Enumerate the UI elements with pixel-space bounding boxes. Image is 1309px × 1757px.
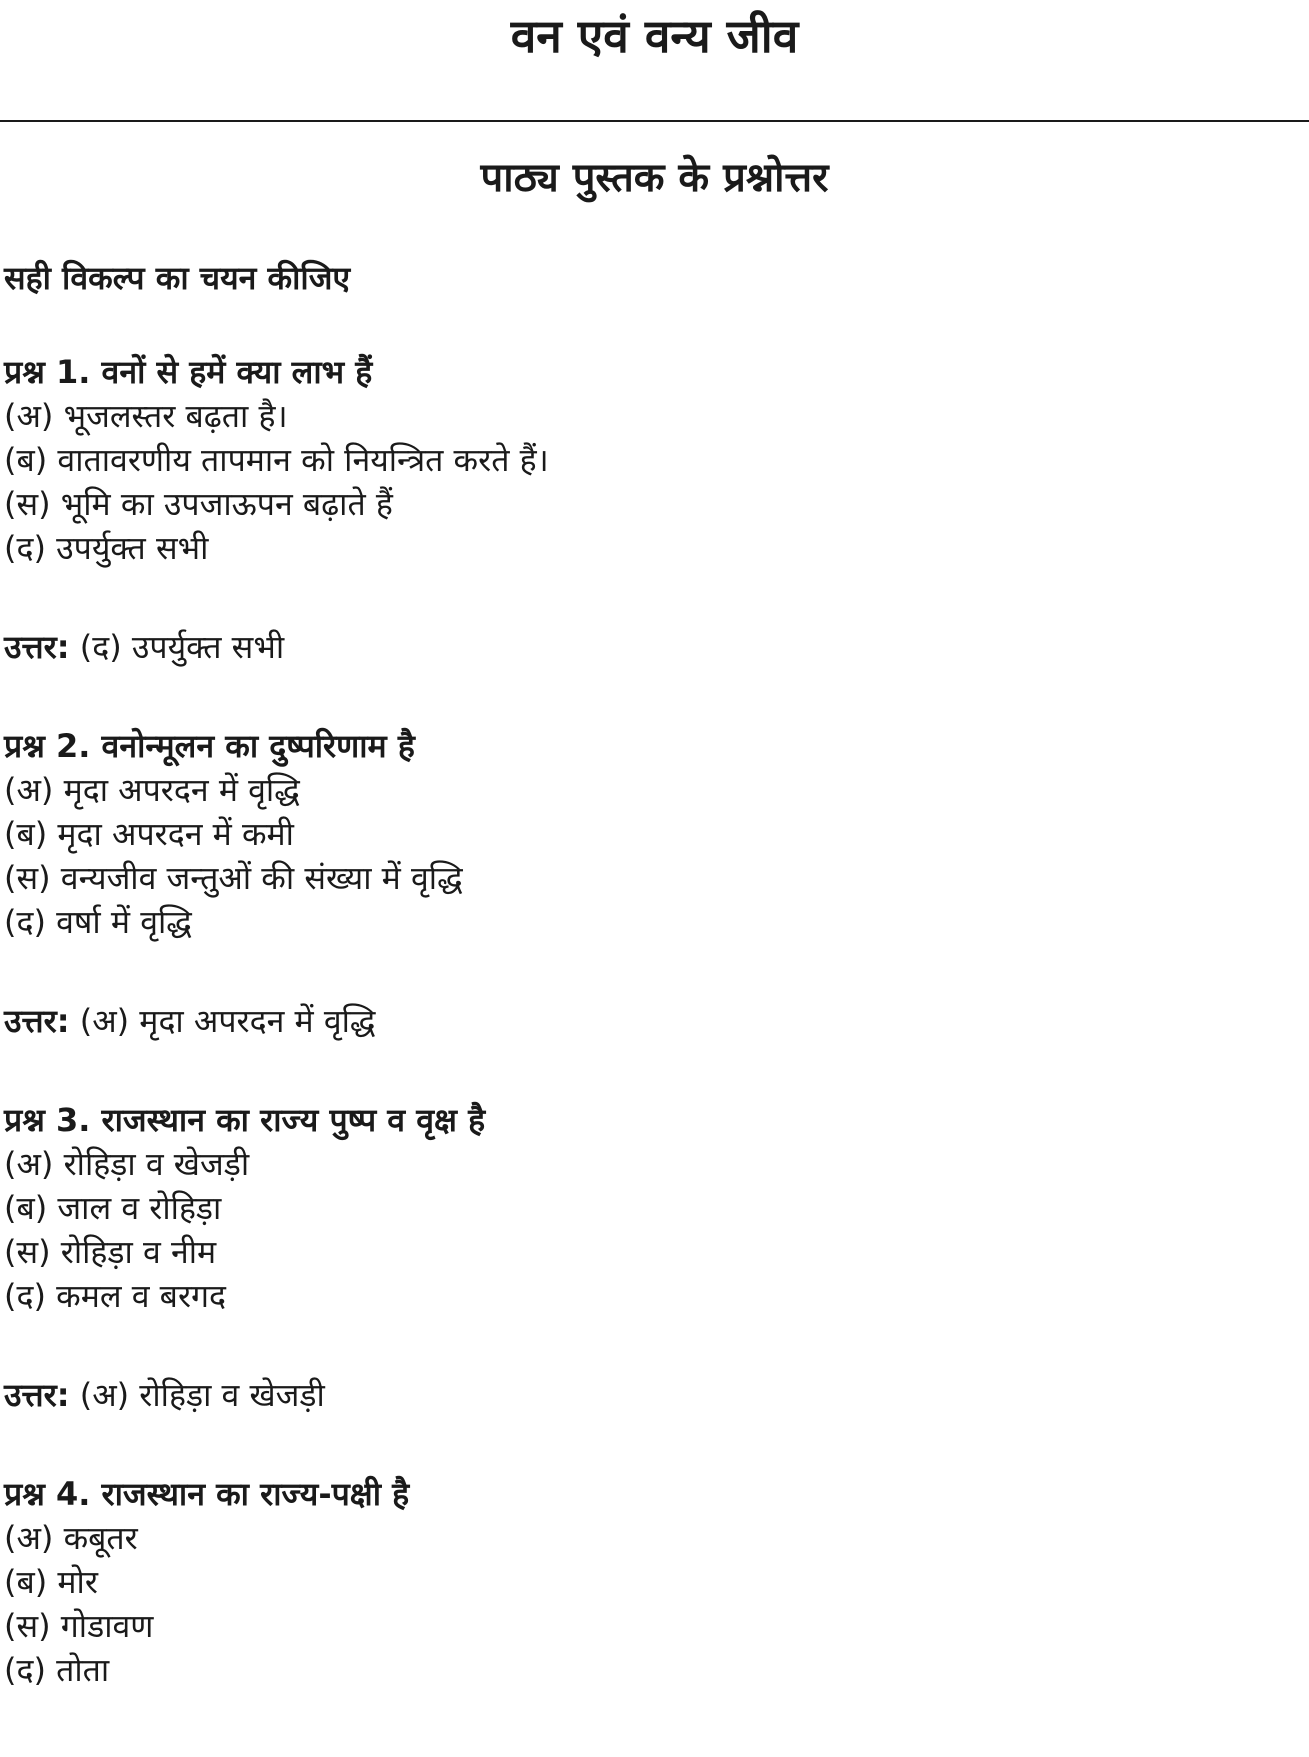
page-title: वन एवं वन्य जीव (510, 9, 799, 63)
question-list (4, 256, 1294, 1692)
question-text: प्रश्न 3. राजस्थान का राज्य पुष्प व वृक्ष है (4, 1101, 486, 1139)
option-a: (अ) मृदा अपरदन में वृद्धि (4, 771, 300, 809)
option-c: (स) भूमि का उपजाऊपन बढ़ाते हैं (4, 485, 393, 523)
answer (4, 1373, 1294, 1417)
question-1 (4, 350, 1294, 669)
option-b: (ब) वातावरणीय तापमान को नियन्त्रित करते हैं। (4, 441, 549, 479)
question-4 (4, 1472, 1294, 1692)
option-d: (द) तोता (4, 1651, 110, 1689)
answer-text: (द) उपर्युक्त सभी (79, 628, 285, 666)
option-b: (ब) जाल व रोहिड़ा (4, 1189, 222, 1227)
question-text: प्रश्न 1. वनों से हमें क्या लाभ हैं (4, 353, 373, 391)
question-3 (4, 1098, 1294, 1417)
option-a: (अ) कबूतर (4, 1519, 138, 1557)
section-title: पाठ्य पुस्तक के प्रश्नोत्तर (480, 155, 829, 201)
option-d: (द) वर्षा में वृद्धि (4, 903, 192, 941)
instruction-text: सही विकल्प का चयन कीजिए (4, 259, 351, 297)
question-text: प्रश्न 2. वनोन्मूलन का दुष्परिणाम है (4, 727, 415, 765)
option-d: (द) कमल व बरगद (4, 1277, 227, 1315)
answer-text: (अ) रोहिड़ा व खेजड़ी (79, 1376, 325, 1414)
option-b: (ब) मृदा अपरदन में कमी (4, 815, 294, 853)
answer-label: उत्तर: (4, 1002, 70, 1040)
option-d: (द) उपर्युक्त सभी (4, 529, 209, 567)
option-b: (ब) मोर (4, 1563, 98, 1601)
answer (4, 625, 1294, 669)
option-c: (स) रोहिड़ा व नीम (4, 1233, 217, 1271)
question-text: प्रश्न 4. राजस्थान का राज्य-पक्षी है (4, 1475, 410, 1513)
answer (4, 999, 1294, 1043)
option-c: (स) वन्यजीव जन्तुओं की संख्या में वृद्धि (4, 859, 463, 897)
title-divider (0, 120, 1309, 122)
answer-text: (अ) मृदा अपरदन में वृद्धि (79, 1002, 376, 1040)
answer-label: उत्तर: (4, 1376, 70, 1414)
option-a: (अ) भूजलस्तर बढ़ता है। (4, 397, 288, 435)
question-2 (4, 724, 1294, 1043)
option-c: (स) गोडावण (4, 1607, 154, 1645)
option-a: (अ) रोहिड़ा व खेजड़ी (4, 1145, 250, 1183)
answer-label: उत्तर: (4, 628, 70, 666)
